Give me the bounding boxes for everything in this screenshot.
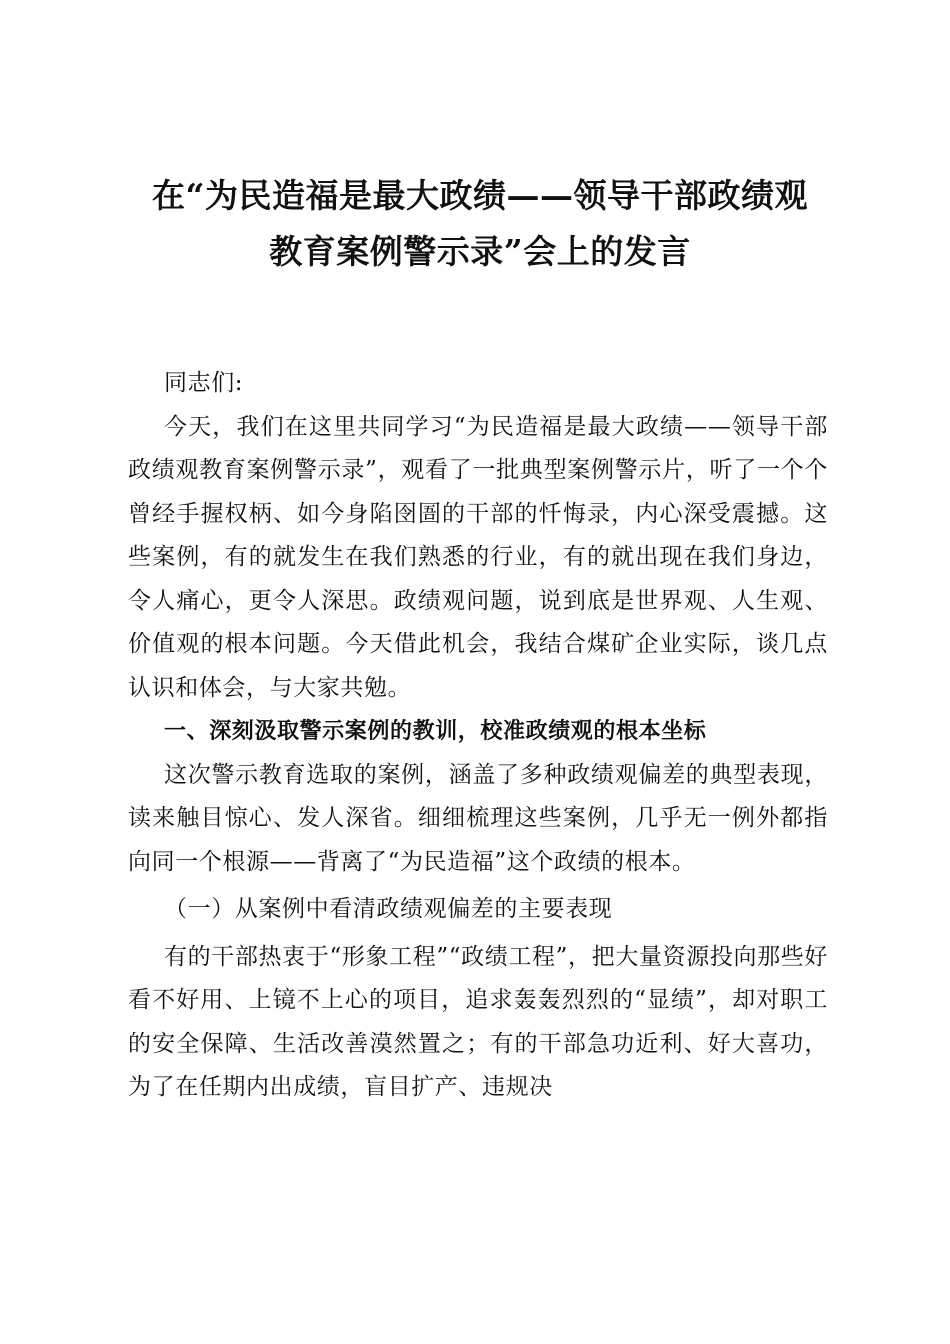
document-title: [100, 168, 860, 280]
paragraph-subsection-1: 有的干部热衷于“形象工程”“政绩工程”，把大量资源投向那些好看不好用、上镜不上心的项目，追求轰轰烈烈的“显绩”，却对职工的安全保障、生活改善漠然置之；有的干部急功近利、好大喜功，为了在任期内出成绩，盲目扩产、违规决: [128, 943, 828, 1100]
paragraph-section-1: 这次警示教育选取的案例，涵盖了多种政绩观偏差的典型表现，读来触目惊心、发人深省。细细梳理这些案例，几乎无一例外都指向同一个根源——背离了“为民造福”这个政绩的根本。: [128, 761, 828, 875]
title-line-1: 在“为民造福是最大政绩——领导干部政绩观: [152, 176, 808, 215]
document-body: [128, 362, 828, 1110]
salutation: 同志们:: [164, 370, 244, 396]
section-heading-1: 一、深刻汲取警示案例的教训，校准政绩观的根本坐标: [164, 719, 707, 744]
paragraph-intro: 今天，我们在这里共同学习“为民造福是最大政绩——领导干部政绩观教育案例警示录”，观看了一批典型案例警示片，听了一个个曾经手握权柄、如今身陷囹圄的干部的忏悔录，内心深受震撼。这些案例，有的就发生在我们熟悉的行业，有的就出现在我们身边，令人痛心，更令人深思。政绩观问题，说到底是世界观、人生观、价值观的根本问题。今天借此机会，我结合煤矿企业实际，谈几点认识和体会，与大家共勉。: [128, 413, 828, 701]
subsection-heading-1: （一）从案例中看清政绩观偏差的主要表现: [164, 896, 613, 922]
title-line-2: 教育案例警示录”会上的发言: [269, 232, 691, 271]
